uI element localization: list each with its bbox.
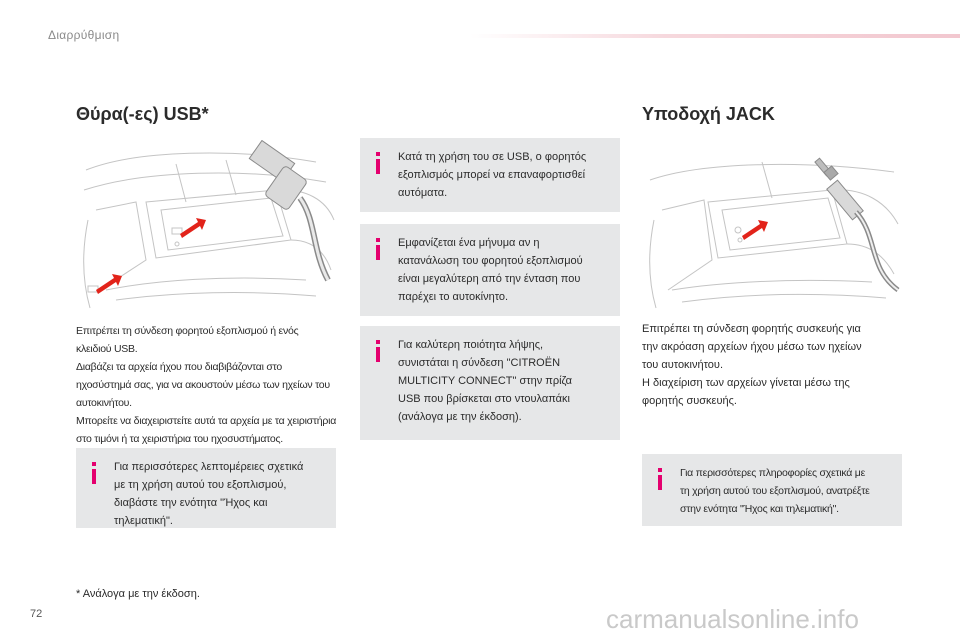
jack-description-line: την ακρόαση αρχείων ήχου μέσω των ηχείων	[642, 341, 862, 353]
note-line: είναι μεγαλύτερη από την ένταση που	[398, 273, 581, 285]
note-line: συνιστάται η σύνδεση "CITROËN	[398, 357, 561, 369]
jack-title: Υποδοχή JACK	[642, 104, 775, 124]
info-icon	[372, 238, 384, 260]
usb-info-note	[76, 448, 336, 528]
note-line: στην ενότητα "Ήχος και τηλεματική".	[680, 503, 839, 515]
note-line: τηλεματική".	[114, 515, 173, 527]
section-header: Διαρρύθμιση	[48, 28, 120, 42]
jack-info-note	[642, 454, 902, 526]
note-line: MULTICITY CONNECT" στην πρίζα	[398, 375, 573, 387]
usb-illustration	[76, 140, 338, 312]
note-line: Για περισσότερες λεπτομέρειες σχετικά	[114, 461, 304, 473]
usb-description-line: ηχοσύστημά σας, για να ακουστούν μέσω των ηχείων του	[76, 379, 330, 391]
note-line: τη χρήση αυτού του εξοπλισμού, ανατρέξτε	[680, 485, 870, 497]
note-line: παρέχει το αυτοκίνητο.	[398, 291, 509, 303]
usb-description-line: Διαβάζει τα αρχεία ήχου που διαβιβάζονται στο	[76, 361, 282, 373]
usb-description-line: στο τιμόνι ή τα χειριστήρια του ηχοσυστήματος.	[76, 433, 283, 445]
jack-description-line: Επιτρέπει τη σύνδεση φορητής συσκευής για	[642, 323, 861, 335]
note-line: Εμφανίζεται ένα μήνυμα αν η	[398, 237, 540, 249]
usb-title: Θύρα(-ες) USB*	[76, 104, 209, 124]
jack-illustration	[642, 140, 904, 312]
info-icon	[372, 152, 384, 174]
note-line: εξοπλισμός μπορεί να επαναφορτισθεί	[398, 169, 586, 181]
usb-description-line: Επιτρέπει τη σύνδεση φορητού εξοπλισμού ή ενός	[76, 325, 299, 337]
note-line: αυτόματα.	[398, 187, 448, 199]
info-icon	[654, 468, 666, 490]
jack-description-line: Η διαχείριση των αρχείων γίνεται μέσω της	[642, 377, 850, 389]
note-line: (ανάλογα με την έκδοση).	[398, 411, 522, 423]
watermark: carmanualsonline.info	[606, 604, 859, 634]
usb-description-line: Μπορείτε να διαχειριστείτε αυτά τα αρχεία με τα χειριστήρια	[76, 415, 337, 427]
footnote: * Ανάλογα με την έκδοση.	[76, 588, 200, 600]
jack-description-line: του αυτοκινήτου.	[642, 359, 724, 371]
usb-description	[76, 322, 338, 448]
multicity-connect-note	[360, 326, 620, 440]
usb-description-line: κλειδιού USB.	[76, 343, 138, 355]
page-number: 72	[30, 608, 43, 620]
note-line: Για καλύτερη ποιότητα λήψης,	[398, 339, 544, 351]
note-line: κατανάλωση του φορητού εξοπλισμού	[398, 255, 583, 267]
usb-power-note	[360, 224, 620, 316]
note-line: USB που βρίσκεται στο ντουλαπάκι	[398, 393, 570, 405]
info-icon	[372, 340, 384, 362]
note-line: διαβάστε την ενότητα "Ήχος και	[114, 497, 268, 509]
note-line: με τη χρήση αυτού του εξοπλισμού,	[114, 479, 287, 491]
info-icon	[88, 462, 100, 484]
usb-description-line: αυτοκινήτου.	[76, 397, 132, 409]
jack-description	[642, 320, 912, 410]
usb-charging-note	[360, 138, 620, 212]
note-line: Κατά τη χρήση του σε USB, ο φορητός	[398, 151, 587, 163]
header-rule	[470, 34, 960, 38]
note-line: Για περισσότερες πληροφορίες σχετικά με	[680, 467, 865, 479]
jack-description-line: φορητής συσκευής.	[642, 395, 737, 407]
